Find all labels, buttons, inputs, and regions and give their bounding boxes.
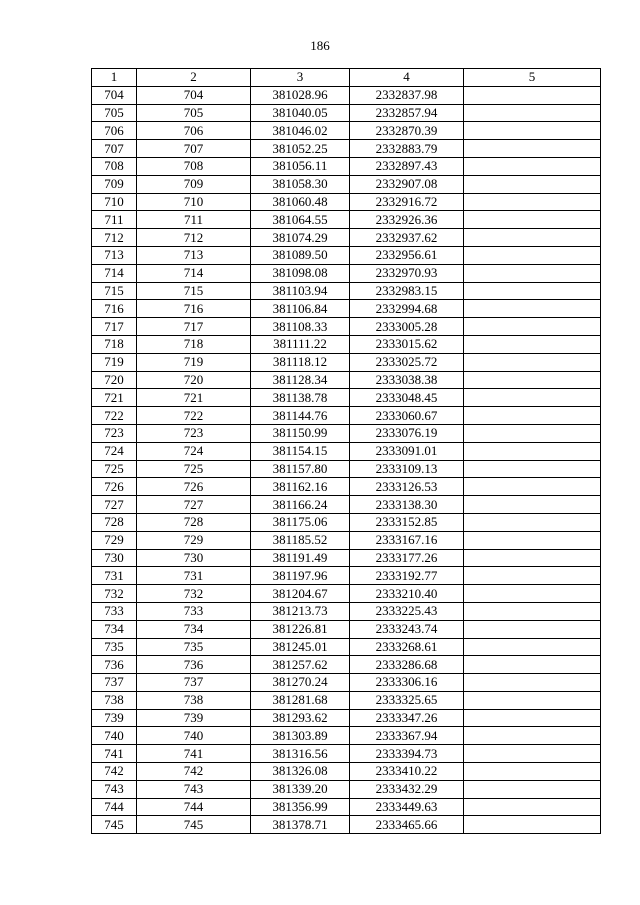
cell-point-id: 708 <box>137 157 251 175</box>
cell-coord-x: 381144.76 <box>251 407 350 425</box>
cell-note <box>464 175 601 193</box>
cell-point-id: 710 <box>137 193 251 211</box>
cell-coord-x: 381028.96 <box>251 86 350 104</box>
table-row <box>92 513 601 531</box>
cell-note <box>464 442 601 460</box>
table-row <box>92 246 601 264</box>
cell-point-number: 731 <box>92 567 137 585</box>
table-row <box>92 798 601 816</box>
cell-coord-x: 381213.73 <box>251 602 350 620</box>
cell-point-number: 732 <box>92 585 137 603</box>
cell-note <box>464 424 601 442</box>
cell-note <box>464 567 601 585</box>
cell-note <box>464 229 601 247</box>
cell-coord-x: 381157.80 <box>251 460 350 478</box>
cell-point-id: 722 <box>137 407 251 425</box>
cell-note <box>464 193 601 211</box>
cell-coord-y: 2333465.66 <box>350 816 464 834</box>
cell-note <box>464 211 601 229</box>
cell-point-id: 733 <box>137 602 251 620</box>
cell-point-id: 712 <box>137 229 251 247</box>
cell-coord-x: 381197.96 <box>251 567 350 585</box>
cell-point-id: 723 <box>137 424 251 442</box>
cell-point-number: 741 <box>92 745 137 763</box>
table-row <box>92 371 601 389</box>
cell-note <box>464 745 601 763</box>
cell-note <box>464 496 601 514</box>
cell-coord-x: 381378.71 <box>251 816 350 834</box>
cell-point-number: 742 <box>92 763 137 781</box>
cell-coord-y: 2333152.85 <box>350 513 464 531</box>
cell-point-id: 741 <box>137 745 251 763</box>
cell-point-id: 734 <box>137 620 251 638</box>
cell-coord-x: 381150.99 <box>251 424 350 442</box>
table-row <box>92 674 601 692</box>
cell-note <box>464 780 601 798</box>
cell-point-number: 715 <box>92 282 137 300</box>
cell-coord-x: 381046.02 <box>251 122 350 140</box>
table-row <box>92 175 601 193</box>
cell-coord-y: 2332907.08 <box>350 175 464 193</box>
cell-note <box>464 691 601 709</box>
table-row <box>92 157 601 175</box>
table-row <box>92 460 601 478</box>
table-body <box>92 86 601 833</box>
cell-coord-x: 381356.99 <box>251 798 350 816</box>
cell-note <box>464 798 601 816</box>
cell-coord-x: 381270.24 <box>251 674 350 692</box>
cell-point-number: 714 <box>92 264 137 282</box>
cell-point-number: 739 <box>92 709 137 727</box>
cell-note <box>464 104 601 122</box>
cell-coord-y: 2332994.68 <box>350 300 464 318</box>
table-row <box>92 424 601 442</box>
header-col-2: 2 <box>137 69 251 87</box>
cell-point-number: 706 <box>92 122 137 140</box>
cell-point-number: 710 <box>92 193 137 211</box>
cell-point-id: 739 <box>137 709 251 727</box>
table-row <box>92 763 601 781</box>
cell-coord-y: 2333005.28 <box>350 318 464 336</box>
cell-coord-x: 381128.34 <box>251 371 350 389</box>
cell-coord-x: 381118.12 <box>251 353 350 371</box>
cell-point-number: 712 <box>92 229 137 247</box>
table-row <box>92 638 601 656</box>
cell-point-id: 743 <box>137 780 251 798</box>
cell-point-id: 726 <box>137 478 251 496</box>
cell-coord-y: 2333306.16 <box>350 674 464 692</box>
cell-point-id: 704 <box>137 86 251 104</box>
table-row <box>92 264 601 282</box>
table-row <box>92 478 601 496</box>
cell-coord-x: 381226.81 <box>251 620 350 638</box>
cell-coord-x: 381052.25 <box>251 140 350 158</box>
table-row <box>92 709 601 727</box>
table-row <box>92 780 601 798</box>
cell-point-id: 718 <box>137 335 251 353</box>
table-row <box>92 211 601 229</box>
cell-coord-y: 2333025.72 <box>350 353 464 371</box>
cell-coord-y: 2332956.61 <box>350 246 464 264</box>
cell-note <box>464 638 601 656</box>
cell-coord-x: 381303.89 <box>251 727 350 745</box>
cell-point-number: 740 <box>92 727 137 745</box>
cell-point-number: 711 <box>92 211 137 229</box>
cell-coord-y: 2332926.36 <box>350 211 464 229</box>
cell-point-id: 744 <box>137 798 251 816</box>
cell-coord-y: 2333347.26 <box>350 709 464 727</box>
table-row <box>92 816 601 834</box>
cell-note <box>464 389 601 407</box>
cell-coord-y: 2332983.15 <box>350 282 464 300</box>
cell-point-number: 722 <box>92 407 137 425</box>
cell-note <box>464 602 601 620</box>
table-row <box>92 531 601 549</box>
cell-point-number: 733 <box>92 602 137 620</box>
cell-coord-y: 2332897.43 <box>350 157 464 175</box>
header-col-4: 4 <box>350 69 464 87</box>
cell-point-number: 708 <box>92 157 137 175</box>
cell-coord-x: 381257.62 <box>251 656 350 674</box>
cell-coord-y: 2332970.93 <box>350 264 464 282</box>
cell-coord-x: 381191.49 <box>251 549 350 567</box>
table-row <box>92 620 601 638</box>
cell-note <box>464 727 601 745</box>
cell-point-id: 730 <box>137 549 251 567</box>
cell-point-number: 730 <box>92 549 137 567</box>
cell-coord-y: 2332937.62 <box>350 229 464 247</box>
cell-note <box>464 478 601 496</box>
cell-coord-x: 381103.94 <box>251 282 350 300</box>
cell-point-id: 736 <box>137 656 251 674</box>
table-header <box>92 69 601 87</box>
cell-point-id: 738 <box>137 691 251 709</box>
cell-coord-x: 381106.84 <box>251 300 350 318</box>
cell-point-number: 704 <box>92 86 137 104</box>
table-row <box>92 602 601 620</box>
cell-note <box>464 549 601 567</box>
cell-point-number: 721 <box>92 389 137 407</box>
cell-coord-x: 381162.16 <box>251 478 350 496</box>
cell-point-number: 735 <box>92 638 137 656</box>
page-number: 186 <box>310 38 330 53</box>
table-row <box>92 389 601 407</box>
cell-note <box>464 816 601 834</box>
table-row <box>92 122 601 140</box>
cell-coord-y: 2333126.53 <box>350 478 464 496</box>
cell-point-id: 728 <box>137 513 251 531</box>
cell-point-id: 711 <box>137 211 251 229</box>
cell-point-id: 731 <box>137 567 251 585</box>
cell-point-number: 737 <box>92 674 137 692</box>
cell-point-number: 736 <box>92 656 137 674</box>
cell-point-number: 724 <box>92 442 137 460</box>
cell-point-number: 707 <box>92 140 137 158</box>
header-row <box>92 69 601 87</box>
cell-coord-x: 381316.56 <box>251 745 350 763</box>
cell-note <box>464 709 601 727</box>
cell-point-id: 745 <box>137 816 251 834</box>
cell-point-id: 717 <box>137 318 251 336</box>
cell-point-id: 715 <box>137 282 251 300</box>
cell-note <box>464 157 601 175</box>
table-row <box>92 585 601 603</box>
cell-point-id: 729 <box>137 531 251 549</box>
cell-coord-y: 2333449.63 <box>350 798 464 816</box>
cell-point-id: 720 <box>137 371 251 389</box>
cell-coord-y: 2332883.79 <box>350 140 464 158</box>
cell-point-number: 734 <box>92 620 137 638</box>
cell-note <box>464 264 601 282</box>
cell-point-number: 716 <box>92 300 137 318</box>
cell-note <box>464 122 601 140</box>
cell-note <box>464 86 601 104</box>
table-row <box>92 442 601 460</box>
header-col-3: 3 <box>251 69 350 87</box>
cell-coord-x: 381064.55 <box>251 211 350 229</box>
cell-point-number: 719 <box>92 353 137 371</box>
header-col-5: 5 <box>464 69 601 87</box>
cell-coord-y: 2333268.61 <box>350 638 464 656</box>
cell-coord-y: 2333210.40 <box>350 585 464 603</box>
cell-point-id: 716 <box>137 300 251 318</box>
coordinates-table <box>91 68 601 834</box>
cell-coord-y: 2333177.26 <box>350 549 464 567</box>
cell-point-id: 705 <box>137 104 251 122</box>
cell-coord-x: 381293.62 <box>251 709 350 727</box>
cell-note <box>464 335 601 353</box>
cell-coord-x: 381058.30 <box>251 175 350 193</box>
cell-note <box>464 585 601 603</box>
cell-coord-y: 2333410.22 <box>350 763 464 781</box>
cell-coord-x: 381098.08 <box>251 264 350 282</box>
cell-coord-x: 381060.48 <box>251 193 350 211</box>
cell-point-id: 737 <box>137 674 251 692</box>
cell-note <box>464 140 601 158</box>
table-row <box>92 745 601 763</box>
cell-coord-x: 381185.52 <box>251 531 350 549</box>
cell-coord-x: 381108.33 <box>251 318 350 336</box>
cell-point-number: 728 <box>92 513 137 531</box>
cell-point-number: 744 <box>92 798 137 816</box>
cell-note <box>464 656 601 674</box>
cell-point-id: 740 <box>137 727 251 745</box>
cell-note <box>464 620 601 638</box>
cell-point-number: 705 <box>92 104 137 122</box>
cell-coord-y: 2333048.45 <box>350 389 464 407</box>
cell-note <box>464 674 601 692</box>
table-row <box>92 104 601 122</box>
cell-coord-y: 2332857.94 <box>350 104 464 122</box>
cell-point-id: 709 <box>137 175 251 193</box>
cell-point-number: 743 <box>92 780 137 798</box>
table-row <box>92 300 601 318</box>
cell-coord-y: 2333038.38 <box>350 371 464 389</box>
table-row <box>92 549 601 567</box>
table-row <box>92 727 601 745</box>
table-row <box>92 691 601 709</box>
cell-note <box>464 460 601 478</box>
cell-point-id: 727 <box>137 496 251 514</box>
cell-point-number: 738 <box>92 691 137 709</box>
cell-point-number: 725 <box>92 460 137 478</box>
cell-coord-y: 2333225.43 <box>350 602 464 620</box>
table-row <box>92 656 601 674</box>
table-row <box>92 193 601 211</box>
cell-note <box>464 513 601 531</box>
cell-coord-y: 2333367.94 <box>350 727 464 745</box>
cell-point-number: 723 <box>92 424 137 442</box>
cell-coord-y: 2333286.68 <box>350 656 464 674</box>
cell-note <box>464 763 601 781</box>
cell-coord-x: 381040.05 <box>251 104 350 122</box>
cell-coord-y: 2332837.98 <box>350 86 464 104</box>
cell-point-number: 709 <box>92 175 137 193</box>
cell-note <box>464 407 601 425</box>
cell-coord-x: 381138.78 <box>251 389 350 407</box>
cell-coord-y: 2333015.62 <box>350 335 464 353</box>
cell-note <box>464 353 601 371</box>
cell-coord-y: 2333432.29 <box>350 780 464 798</box>
cell-coord-x: 381281.68 <box>251 691 350 709</box>
cell-coord-x: 381204.67 <box>251 585 350 603</box>
cell-point-number: 729 <box>92 531 137 549</box>
table-row <box>92 282 601 300</box>
cell-coord-x: 381166.24 <box>251 496 350 514</box>
cell-coord-y: 2333076.19 <box>350 424 464 442</box>
cell-coord-y: 2333192.77 <box>350 567 464 585</box>
cell-coord-y: 2333325.65 <box>350 691 464 709</box>
table-row <box>92 353 601 371</box>
cell-note <box>464 282 601 300</box>
table-row <box>92 229 601 247</box>
cell-coord-x: 381056.11 <box>251 157 350 175</box>
cell-point-number: 726 <box>92 478 137 496</box>
cell-point-id: 707 <box>137 140 251 158</box>
table-row <box>92 86 601 104</box>
cell-point-id: 721 <box>137 389 251 407</box>
table-row <box>92 567 601 585</box>
cell-note <box>464 531 601 549</box>
cell-point-id: 713 <box>137 246 251 264</box>
cell-point-number: 718 <box>92 335 137 353</box>
table-row <box>92 335 601 353</box>
header-col-1: 1 <box>92 69 137 87</box>
table-row <box>92 318 601 336</box>
cell-note <box>464 246 601 264</box>
cell-point-id: 706 <box>137 122 251 140</box>
cell-point-id: 742 <box>137 763 251 781</box>
cell-note <box>464 300 601 318</box>
cell-coord-y: 2333138.30 <box>350 496 464 514</box>
cell-coord-x: 381089.50 <box>251 246 350 264</box>
cell-coord-x: 381154.15 <box>251 442 350 460</box>
cell-coord-y: 2333394.73 <box>350 745 464 763</box>
cell-note <box>464 318 601 336</box>
cell-coord-x: 381326.08 <box>251 763 350 781</box>
cell-note <box>464 371 601 389</box>
cell-coord-x: 381111.22 <box>251 335 350 353</box>
cell-point-number: 713 <box>92 246 137 264</box>
cell-point-id: 724 <box>137 442 251 460</box>
cell-point-number: 745 <box>92 816 137 834</box>
cell-point-number: 727 <box>92 496 137 514</box>
cell-coord-x: 381245.01 <box>251 638 350 656</box>
table-row <box>92 140 601 158</box>
cell-coord-y: 2332916.72 <box>350 193 464 211</box>
cell-coord-y: 2333091.01 <box>350 442 464 460</box>
cell-coord-y: 2333167.16 <box>350 531 464 549</box>
cell-point-number: 717 <box>92 318 137 336</box>
cell-point-id: 725 <box>137 460 251 478</box>
cell-coord-y: 2333060.67 <box>350 407 464 425</box>
cell-coord-x: 381339.20 <box>251 780 350 798</box>
cell-point-number: 720 <box>92 371 137 389</box>
cell-point-id: 714 <box>137 264 251 282</box>
cell-coord-x: 381175.06 <box>251 513 350 531</box>
cell-coord-y: 2333109.13 <box>350 460 464 478</box>
cell-point-id: 735 <box>137 638 251 656</box>
cell-coord-x: 381074.29 <box>251 229 350 247</box>
cell-point-id: 732 <box>137 585 251 603</box>
cell-coord-y: 2333243.74 <box>350 620 464 638</box>
table-row <box>92 496 601 514</box>
cell-point-id: 719 <box>137 353 251 371</box>
table-row <box>92 407 601 425</box>
cell-coord-y: 2332870.39 <box>350 122 464 140</box>
